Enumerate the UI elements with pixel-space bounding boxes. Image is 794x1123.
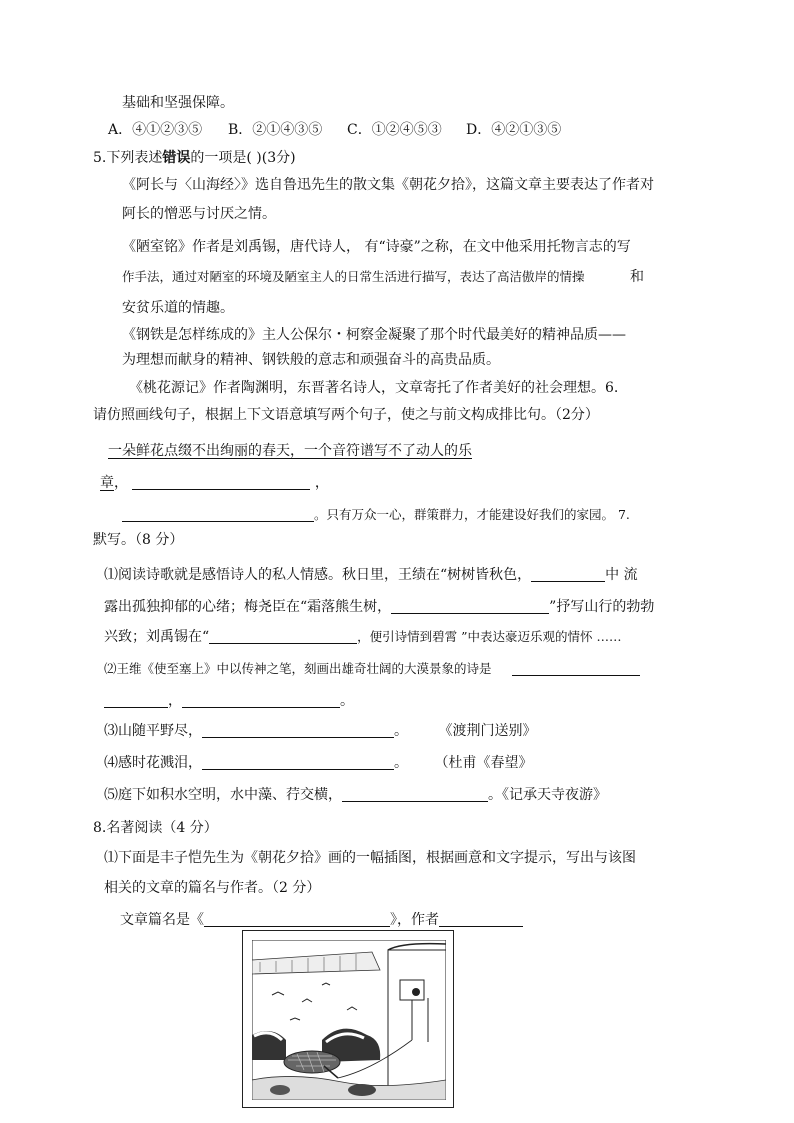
q8-answer-line: 文章篇名是《 》，作者: [120, 910, 523, 930]
q5-option-b-line2: 作手法，通过对陋室的环境及陋室主人的日常生活进行描写，表达了高洁傲岸的情操: [122, 269, 585, 284]
q8-title: 8.名著阅读（4 分）: [93, 820, 218, 836]
q7-item2-blank-1[interactable]: [512, 661, 640, 676]
q7-item5-blank[interactable]: [342, 787, 488, 802]
q5-option-b-line3: 安贫乐道的情趣。: [122, 300, 234, 316]
q6-answer-blank-2[interactable]: [122, 507, 314, 522]
q7-item1-line1: ⑴阅读诗歌就是感悟诗人的私人情感。秋日里，王绩在“树树皆秋色， 中 流: [104, 567, 638, 583]
q7-item2-line1: ⑵王维《使至塞上》中以传神之笔，刻画出雄奇壮阔的大漠景象的诗是: [104, 659, 640, 679]
q6-underlined-sentence: 一朵鲜花点缀不出绚丽的春天，一个音符谱写不了动人的乐: [108, 443, 472, 459]
q8-item1-line1: ⑴下面是丰子恺先生为《朝花夕拾》画的一幅插图，根据画意和文字提示，写出与该图: [104, 850, 636, 866]
q7-item3: ⑶山随平野尽， 。 《渡荆门送别》: [104, 723, 537, 739]
q7-item1-blank-3[interactable]: [209, 629, 357, 644]
q6-answer-blank-1[interactable]: [132, 475, 310, 490]
q4-option-c: C．①②④⑤③: [347, 122, 442, 138]
q5-option-a-line1: 《阿长与〈山海经〉》选自鲁迅先生的散文集《朝花夕拾》，这篇文章主要表达了作者对: [122, 177, 654, 193]
q4-option-d: D．④②①③⑤: [466, 122, 562, 138]
q8-author-blank[interactable]: [439, 912, 523, 927]
q7-item2-blank-3[interactable]: [182, 693, 340, 708]
illustration-sketch: [252, 940, 446, 1100]
q4-option-a: A．④①②③⑤: [108, 122, 203, 138]
q7-item1-blank-1[interactable]: [531, 567, 605, 582]
q5-option-a-line2: 阿长的憎恶与讨厌之情。: [122, 206, 276, 222]
q7-item2-blank-2[interactable]: [104, 693, 168, 708]
q5-stem: 5.下列表述错误的一项是( )(3分): [93, 150, 296, 166]
q6-line3: 。只有万众一心，群策群力，才能建设好我们的家园。 7.: [122, 505, 630, 525]
q6-line2: 章， ，: [100, 475, 329, 491]
q6-stem: 请仿照画线句子，根据上下文语意填写两个句子，使之与前文构成排比句。（2分）: [93, 407, 599, 423]
q7-item1-blank-2[interactable]: [391, 599, 549, 614]
q5-option-d-line1: 《桃花源记》作者陶渊明，东晋著名诗人，文章寄托了作者美好的社会理想。6.: [129, 380, 619, 396]
q6-underlined-sentence-end: 章: [100, 475, 114, 491]
q4-option-b: B．②①④③⑤: [228, 122, 323, 138]
q7-title: 默写。（8 分）: [93, 532, 184, 548]
q7-item1-line2: 露出孤独抑郁的心绪；梅尧臣在“霜落熊生树， ”抒写山行的勃勃: [104, 599, 655, 615]
q7-item1-line3: 兴致；刘禹锡在“ ，便引诗情到碧霄 ”中表达豪迈乐观的情怀 ……: [104, 629, 622, 645]
q5-option-c-line2: 为理想而献身的精神、钢铁般的意志和顽强奋斗的高贵品质。: [122, 352, 500, 368]
q5-option-b-line2-end: 和: [630, 269, 644, 285]
q7-item4-blank[interactable]: [202, 755, 394, 770]
q7-item2-line2: ， 。: [104, 691, 354, 711]
q7-item5: ⑸庭下如积水空明，水中藻、荇交横， 。《记承天寺夜游》: [104, 787, 607, 803]
q5-option-c-line1: 《钢铁是怎样练成的》主人公保尔・柯察金凝聚了那个时代最美好的精神品质——: [122, 327, 626, 343]
q8-item1-line2: 相关的文章的篇名与作者。（2 分）: [104, 880, 321, 896]
illustration-frame: [242, 930, 454, 1108]
q5-option-b-line1: 《陋室铭》作者是刘禹锡，唐代诗人， 有“诗豪”之称，在文中他采用托物言志的写: [122, 239, 631, 255]
q4-continuation: 基础和坚强保障。: [122, 95, 234, 111]
q5-stem-emphasis: 错误: [162, 150, 191, 166]
q8-title-blank[interactable]: [204, 912, 390, 927]
q7-item4: ⑷感时花溅泪， 。 （杜甫《春望》: [104, 755, 533, 771]
q7-item3-blank[interactable]: [202, 723, 394, 738]
